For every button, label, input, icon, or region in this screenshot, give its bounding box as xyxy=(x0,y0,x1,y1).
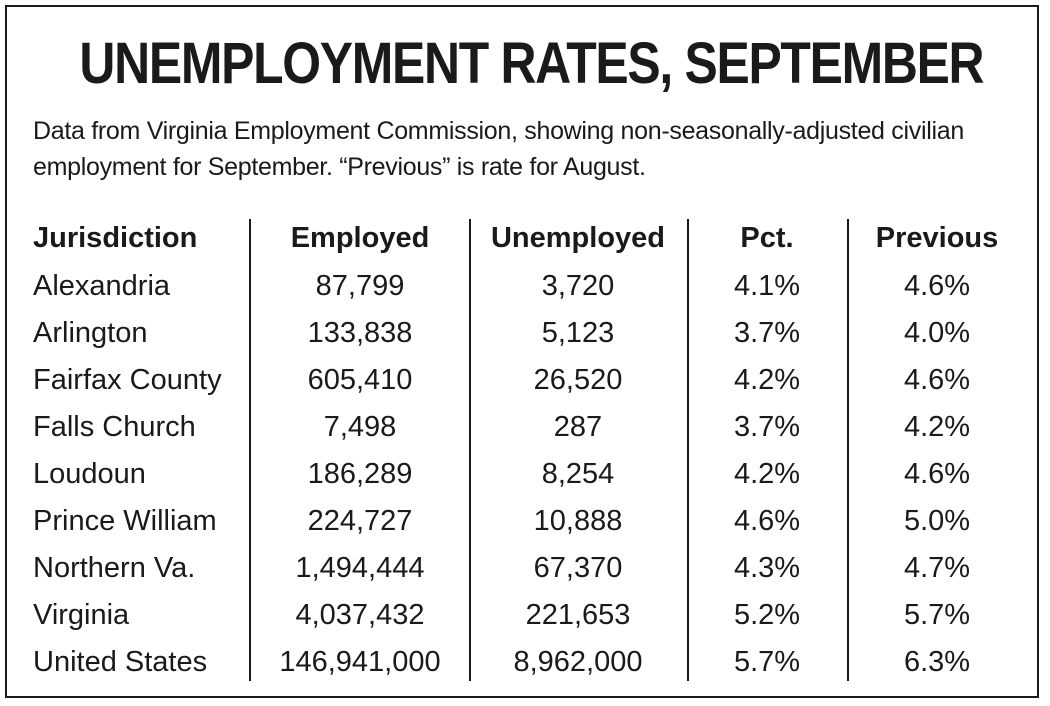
cell-unemployed: 221,653 xyxy=(525,599,631,631)
cell-pct: 4.6% xyxy=(733,505,801,537)
cell-unemployed: 287 xyxy=(553,411,603,443)
table-row xyxy=(29,310,1029,357)
cell-jurisdiction: Prince William xyxy=(33,505,217,537)
table-row xyxy=(29,404,1029,451)
cell-pct: 4.2% xyxy=(733,458,801,490)
column-divider xyxy=(687,219,689,681)
cell-employed: 605,410 xyxy=(307,364,413,396)
chart-title: UNEMPLOYMENT RATES, SEPTEMBER xyxy=(79,31,984,96)
cell-previous: 4.6% xyxy=(903,458,971,490)
cell-jurisdiction: Virginia xyxy=(33,599,130,631)
cell-pct: 3.7% xyxy=(733,411,801,443)
cell-pct: 4.2% xyxy=(733,364,801,396)
cell-jurisdiction: Northern Va. xyxy=(33,552,196,584)
cell-unemployed: 8,254 xyxy=(541,458,615,490)
cell-previous: 6.3% xyxy=(903,646,971,678)
cell-jurisdiction: Loudoun xyxy=(33,458,146,490)
cell-unemployed: 26,520 xyxy=(533,364,623,396)
cell-previous: 4.6% xyxy=(903,364,971,396)
cell-previous: 5.7% xyxy=(903,599,971,631)
table-row xyxy=(29,451,1029,498)
cell-unemployed: 3,720 xyxy=(541,270,615,302)
cell-jurisdiction: Alexandria xyxy=(33,270,171,302)
cell-unemployed: 10,888 xyxy=(533,505,623,537)
chart-subtitle: Data from Virginia Employment Commission, showing non-seasonally-adjusted civilian employment for September. “Previous” is rate for August. xyxy=(33,117,964,181)
table-row xyxy=(29,263,1029,310)
cell-employed: 1,494,444 xyxy=(295,552,425,584)
cell-pct: 5.7% xyxy=(733,646,801,678)
cell-previous: 5.0% xyxy=(903,505,971,537)
column-divider xyxy=(847,219,849,681)
cell-pct: 4.3% xyxy=(733,552,801,584)
cell-previous: 4.0% xyxy=(903,317,971,349)
cell-employed: 224,727 xyxy=(307,505,413,537)
cell-unemployed: 67,370 xyxy=(533,552,623,584)
cell-unemployed: 5,123 xyxy=(541,317,615,349)
cell-jurisdiction: Falls Church xyxy=(33,411,196,443)
cell-unemployed: 8,962,000 xyxy=(513,646,643,678)
cell-pct: 3.7% xyxy=(733,317,801,349)
cell-jurisdiction: United States xyxy=(33,646,208,678)
cell-previous: 4.2% xyxy=(903,411,971,443)
cell-employed: 4,037,432 xyxy=(295,599,425,631)
column-divider xyxy=(249,219,251,681)
cell-employed: 186,289 xyxy=(307,458,413,490)
table-header-row xyxy=(29,213,1029,263)
cell-employed: 7,498 xyxy=(323,411,397,443)
data-table xyxy=(29,213,1029,686)
cell-employed: 133,838 xyxy=(307,317,413,349)
cell-jurisdiction: Fairfax County xyxy=(33,364,222,396)
column-header-unemployed: Unemployed xyxy=(490,222,666,254)
cell-pct: 5.2% xyxy=(733,599,801,631)
column-header-pct: Pct. xyxy=(740,222,794,254)
cell-previous: 4.7% xyxy=(903,552,971,584)
table-body xyxy=(29,263,1029,686)
table-row xyxy=(29,639,1029,686)
cell-employed: 146,941,000 xyxy=(279,646,441,678)
cell-jurisdiction: Arlington xyxy=(33,317,148,349)
table-row xyxy=(29,545,1029,592)
table-frame xyxy=(5,5,1039,698)
table-row xyxy=(29,498,1029,545)
cell-pct: 4.1% xyxy=(733,270,801,302)
table-row xyxy=(29,592,1029,639)
column-divider xyxy=(469,219,471,681)
column-header-previous: Previous xyxy=(875,222,999,254)
cell-previous: 4.6% xyxy=(903,270,971,302)
cell-employed: 87,799 xyxy=(315,270,405,302)
table-row xyxy=(29,357,1029,404)
column-header-jurisdiction: Jurisdiction xyxy=(33,222,198,254)
column-header-employed: Employed xyxy=(290,222,430,254)
